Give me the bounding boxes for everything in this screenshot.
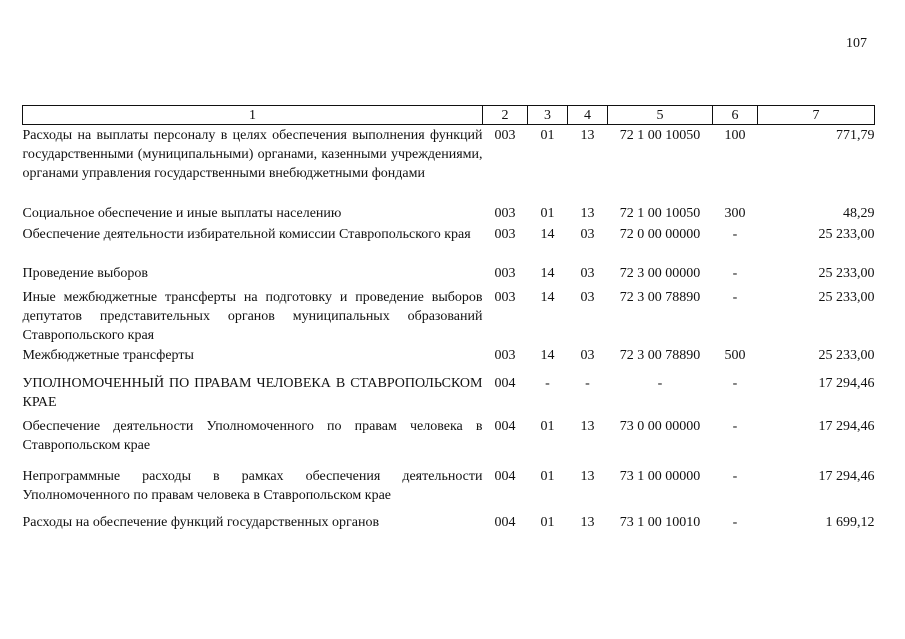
- budget-table: [22, 105, 875, 533]
- row-amount: 48,29: [843, 206, 875, 221]
- row-expense-type: -: [732, 227, 738, 242]
- row-subsection-code: 03: [580, 227, 595, 242]
- row-expense-type: -: [732, 469, 738, 484]
- row-subsection-code: 03: [580, 348, 595, 363]
- row-subsection-code: 03: [580, 290, 595, 305]
- col-header-7: 7: [758, 106, 875, 125]
- table-row: [23, 224, 875, 263]
- table-row: [23, 263, 875, 285]
- col-header-3: 3: [528, 106, 568, 125]
- row-amount: 25 233,00: [818, 227, 875, 242]
- row-target-code: -: [657, 376, 663, 391]
- row-target-code: 72 0 00 00000: [619, 227, 701, 242]
- table-row: [23, 346, 875, 367]
- row-amount: 25 233,00: [818, 290, 875, 305]
- row-section-code: -: [545, 376, 550, 391]
- row-ministry-code: 003: [494, 227, 516, 242]
- row-expense-type: 500: [724, 348, 746, 363]
- row-ministry-code: 004: [494, 376, 516, 391]
- row-expense-type: 300: [724, 206, 746, 221]
- col-header-1: 1: [23, 106, 483, 125]
- row-ministry-code: 003: [494, 266, 516, 281]
- table-row: [23, 417, 875, 463]
- row-expense-type: -: [732, 419, 738, 434]
- row-description: Расходы на выплаты персоналу в целях обеспечения выполнения функций государственными (муниципальными) органами, казенными учреждениями, органами управления государственными внебюджетными фондами: [22, 128, 483, 181]
- table-row: [23, 125, 875, 204]
- row-description: Обеспечение деятельности Уполномоченного по правам человека в Ставропольском крае: [22, 419, 483, 453]
- row-description: Проведение выборов: [22, 266, 148, 281]
- row-target-code: 72 3 00 00000: [619, 266, 701, 281]
- row-amount: 17 294,46: [818, 419, 875, 434]
- row-section-code: 14: [540, 348, 555, 363]
- col-header-4: 4: [568, 106, 608, 125]
- row-section-code: 01: [540, 419, 555, 434]
- row-expense-type: -: [732, 515, 738, 530]
- row-target-code: 72 3 00 78890: [619, 290, 701, 305]
- row-section-code: 01: [540, 515, 555, 530]
- row-description: УПОЛНОМОЧЕННЫЙ ПО ПРАВАМ ЧЕЛОВЕКА В СТАВРОПОЛЬСКОМ КРАЕ: [22, 376, 483, 410]
- row-ministry-code: 004: [494, 419, 516, 434]
- row-section-code: 14: [540, 227, 555, 242]
- row-section-code: 14: [540, 290, 555, 305]
- table-row: [23, 511, 875, 533]
- row-ministry-code: 004: [494, 469, 516, 484]
- row-ministry-code: 003: [494, 290, 516, 305]
- row-subsection-code: 13: [580, 469, 595, 484]
- row-section-code: 01: [540, 206, 555, 221]
- row-ministry-code: 003: [494, 206, 516, 221]
- row-ministry-code: 003: [494, 348, 516, 363]
- row-amount: 25 233,00: [818, 348, 875, 363]
- row-ministry-code: 003: [494, 128, 516, 143]
- row-description: Иные межбюджетные трансферты на подготовку и проведение выборов депутатов представительных органов муниципальных образований Ставропольского края: [22, 290, 483, 343]
- row-amount: 17 294,46: [818, 376, 875, 391]
- row-subsection-code: 03: [580, 266, 595, 281]
- row-description: Обеспечение деятельности избирательной комиссии Ставропольского края: [22, 227, 471, 242]
- row-target-code: 73 1 00 00000: [619, 469, 701, 484]
- page-number: 107: [846, 36, 867, 51]
- row-expense-type: -: [732, 376, 738, 391]
- row-amount: 17 294,46: [818, 469, 875, 484]
- row-section-code: 01: [540, 469, 555, 484]
- row-section-code: 14: [540, 266, 555, 281]
- row-subsection-code: -: [585, 376, 590, 391]
- row-subsection-code: 13: [580, 419, 595, 434]
- row-description: Расходы на обеспечение функций государственных органов: [22, 515, 380, 530]
- row-expense-type: -: [732, 290, 738, 305]
- row-target-code: 73 1 00 10010: [619, 515, 701, 530]
- table-row: [23, 203, 875, 224]
- row-expense-type: -: [732, 266, 738, 281]
- col-header-6: 6: [713, 106, 758, 125]
- row-section-code: 01: [540, 128, 555, 143]
- row-description: Межбюджетные трансферты: [22, 348, 194, 363]
- table-row: [23, 367, 875, 417]
- col-header-2: 2: [483, 106, 528, 125]
- row-target-code: 72 1 00 10050: [619, 206, 701, 221]
- row-amount: 771,79: [836, 128, 875, 143]
- row-target-code: 72 3 00 78890: [619, 348, 701, 363]
- row-target-code: 73 0 00 00000: [619, 419, 701, 434]
- row-amount: 1 699,12: [825, 515, 875, 530]
- row-ministry-code: 004: [494, 515, 516, 530]
- header-row: [23, 106, 875, 125]
- table-row: [23, 285, 875, 346]
- row-subsection-code: 13: [580, 515, 595, 530]
- row-amount: 25 233,00: [818, 266, 875, 281]
- col-header-5: 5: [608, 106, 713, 125]
- row-subsection-code: 13: [580, 128, 595, 143]
- row-expense-type: 100: [724, 128, 746, 143]
- row-subsection-code: 13: [580, 206, 595, 221]
- row-description: Непрограммные расходы в рамках обеспечения деятельности Уполномоченного по правам человека в Ставропольском крае: [22, 469, 483, 503]
- table-row: [23, 463, 875, 511]
- row-target-code: 72 1 00 10050: [619, 128, 701, 143]
- row-description: Социальное обеспечение и иные выплаты населению: [22, 206, 342, 221]
